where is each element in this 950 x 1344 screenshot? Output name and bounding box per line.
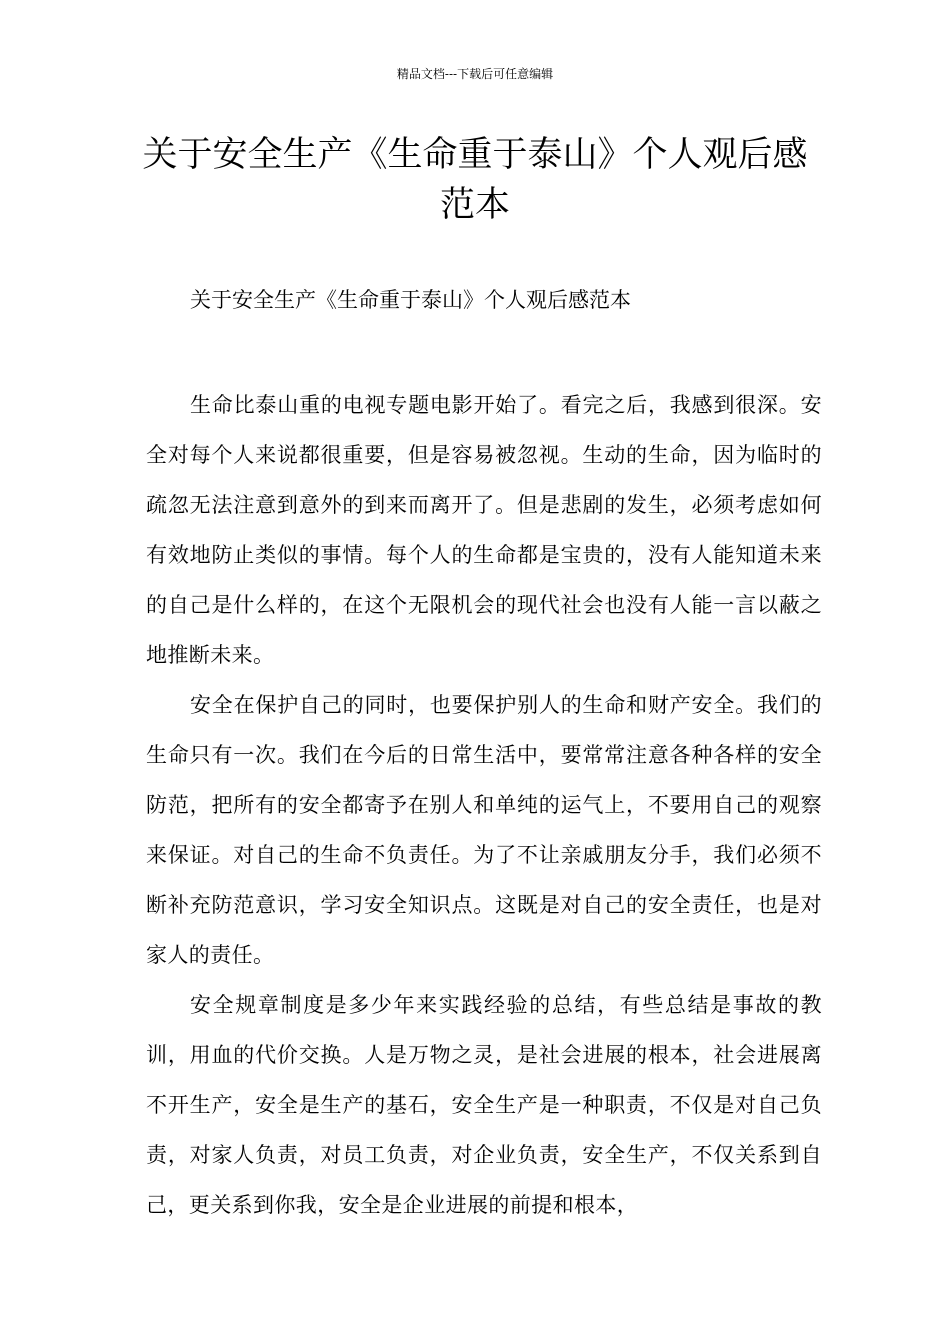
document-title: 关于安全生产《生命重于泰山》个人观后感范本 — [142, 135, 808, 225]
header-note: 精品文档---下载后可任意编辑 — [396, 67, 554, 81]
paragraph-1: 生命比泰山重的电视专题电影开始了。看完之后，我感到很深。安全对每个人来说都很重要，但是容易被忽视。生动的生命，因为临时的疏忽无法注意到意外的到来而离开了。但是悲剧的发生，必须考虑如何有效地防止类似的事情。每个人的生命都是宝贵的，没有人能知道未来的自己是什么样的，在这个无限机会的现代社会也没有人能一言以蔽之地推断未来。 — [146, 393, 822, 667]
document-body — [146, 380, 822, 1230]
document-subtitle: 关于安全生产《生命重于泰山》个人观后感范本 — [190, 288, 631, 312]
paragraph-2: 安全在保护自己的同时，也要保护别人的生命和财产安全。我们的生命只有一次。我们在今后的日常生活中，要常常注意各种各样的安全防范，把所有的安全都寄予在别人和单纯的运气上，不要用自己的观察来保证。对自己的生命不负责任。为了不让亲戚朋友分手，我们必须不断补充防范意识，学习安全知识点。这既是对自己的安全责任，也是对家人的责任。 — [146, 693, 822, 967]
paragraph-3: 安全规章制度是多少年来实践经验的总结，有些总结是事故的教训，用血的代价交换。人是万物之灵，是社会进展的根本，社会进展离不开生产，安全是生产的基石，安全生产是一种职责，不仅是对自己负责，对家人负责，对员工负责，对企业负责，安全生产，不仅关系到自己，更关系到你我，安全是企业进展的前提和根本， — [146, 993, 822, 1217]
